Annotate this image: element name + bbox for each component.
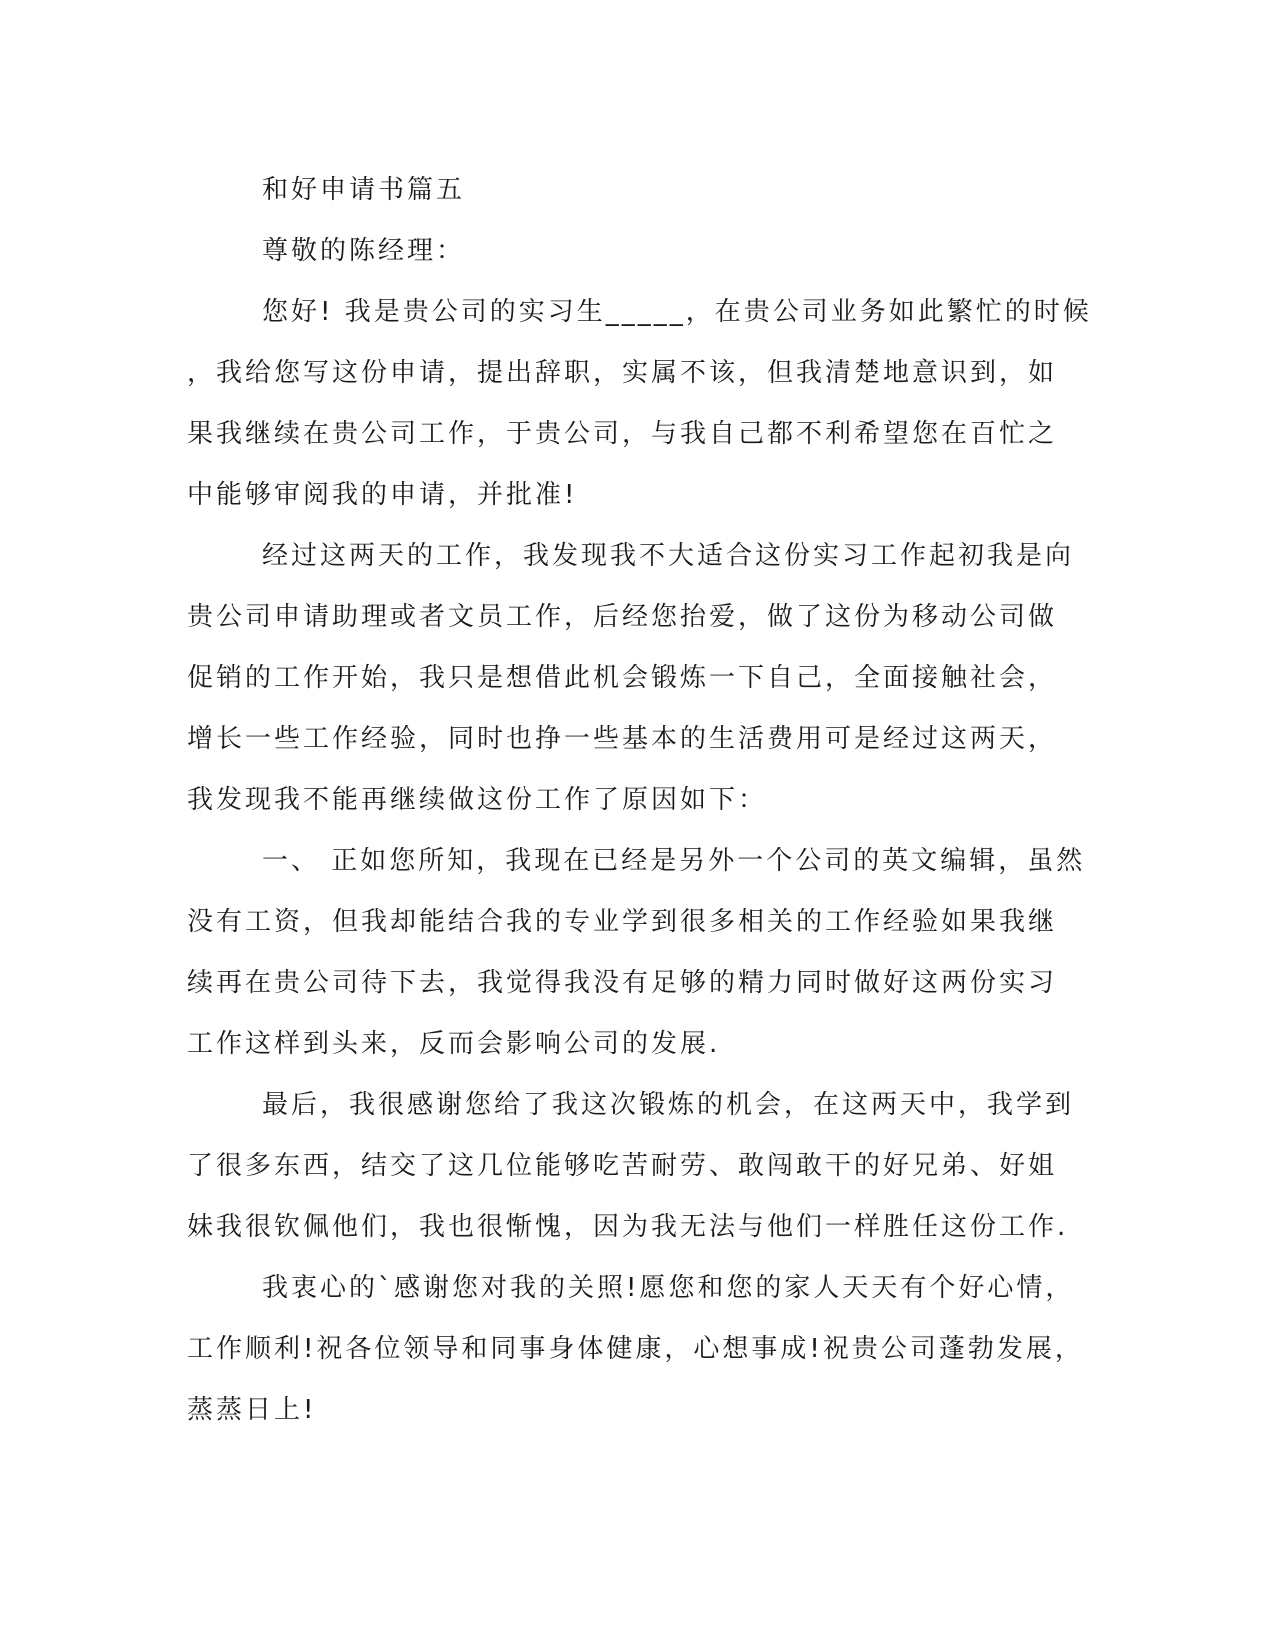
text-line: 经过这两天的工作，我发现我不大适合这份实习工作起初我是向 (262, 541, 1075, 571)
text-line: 蒸蒸日上! (187, 1395, 317, 1425)
text-line: 促销的工作开始，我只是想借此机会锻炼一下自己，全面接触社会， (187, 663, 1058, 693)
text-line: 续再在贵公司待下去，我觉得我没有足够的精力同时做好这两份实习 (187, 968, 1058, 998)
text-line: 中能够审阅我的申请，并批准! (187, 480, 578, 510)
text-line: 妹我很钦佩他们，我也很惭愧，因为我无法与他们一样胜任这份工作. (187, 1212, 1069, 1242)
text-line: 我衷心的`感谢您对我的关照!愿您和您的家人天天有个好心情， (262, 1273, 1075, 1303)
text-line: 工作顺利!祝各位领导和同事身体健康，心想事成!祝贵公司蓬勃发展， (187, 1334, 1084, 1364)
salutation: 尊敬的陈经理： (262, 236, 466, 266)
text-line: 最后，我很感谢您给了我这次锻炼的机会，在这两天中，我学到 (262, 1090, 1075, 1120)
text-line: 我发现我不能再继续做这份工作了原因如下： (187, 785, 768, 815)
text-line: 没有工资，但我却能结合我的专业学到很多相关的工作经验如果我继 (187, 907, 1058, 937)
text-line: 您好! 我是贵公司的实习生_____，在贵公司业务如此繁忙的时候 (262, 297, 1092, 327)
text-line: 贵公司申请助理或者文员工作，后经您抬爱，做了这份为移动公司做 (187, 602, 1058, 632)
text-line: 增长一些工作经验，同时也挣一些基本的生活费用可是经过这两天， (187, 724, 1058, 754)
text-line: ，我给您写这份申请，提出辞职，实属不该，但我清楚地意识到，如 (187, 358, 1058, 388)
letter-body (187, 160, 1092, 1441)
document-title: 和好申请书篇五 (262, 175, 466, 205)
text-line: 工作这样到头来，反而会影响公司的发展. (187, 1029, 721, 1059)
text-line: 果我继续在贵公司工作，于贵公司，与我自己都不利希望您在百忙之 (187, 419, 1058, 449)
text-line: 了很多东西，结交了这几位能够吃苦耐劳、敢闯敢干的好兄弟、好姐 (187, 1151, 1058, 1181)
text-line: 一、 正如您所知，我现在已经是另外一个公司的英文编辑，虽然 (262, 846, 1086, 876)
